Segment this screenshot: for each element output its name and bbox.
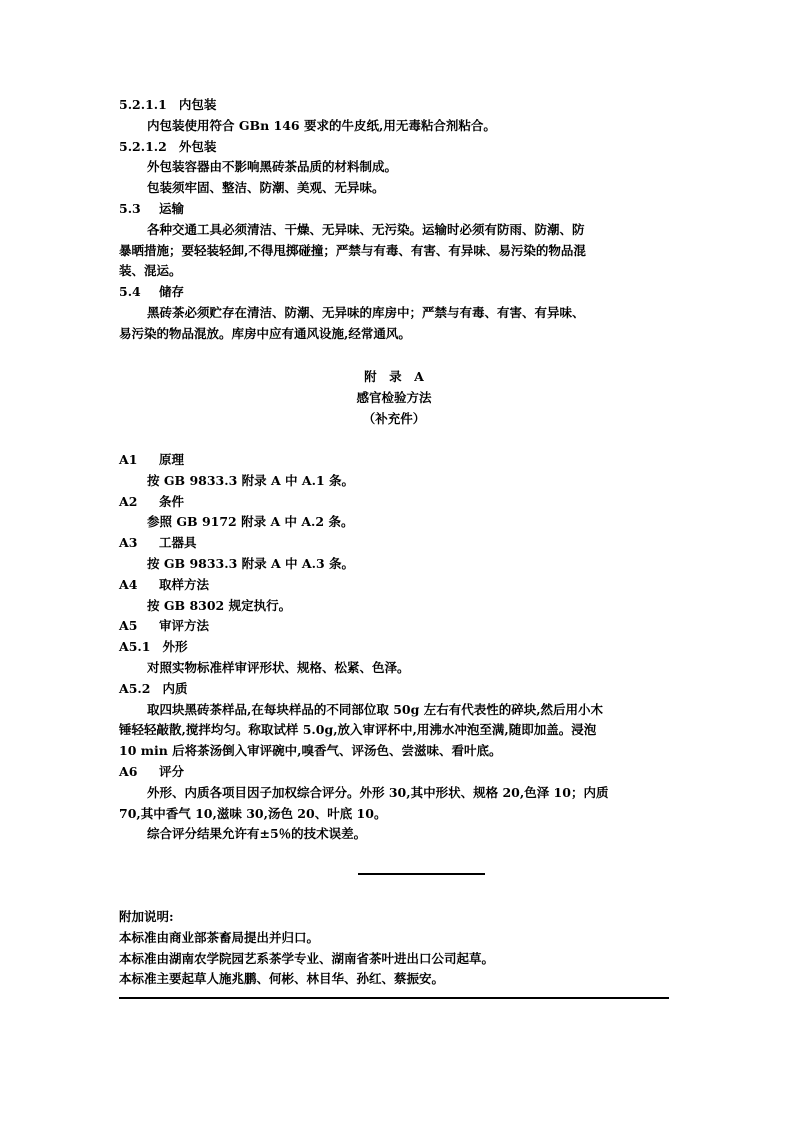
section-number: 5.3 [119, 200, 141, 216]
additional-notes [119, 907, 679, 990]
paragraph: 取四块黑砖茶样品,在每块样品的不同部位取 50g 左右有代表性的碎块,然后用小木 [147, 701, 604, 717]
paragraph: 对照实物标准样审评形状、规格、松紧、色泽。 [147, 659, 410, 675]
heading-a5-2 [119, 679, 669, 700]
section-title: 工器具 [159, 535, 197, 551]
appendix-subtitle: 感官检验方法 [356, 389, 432, 405]
paragraph: 黑砖茶必须贮存在清洁、防潮、无异味的库房中；严禁与有毒、有害、有异味、 [147, 304, 585, 320]
section-number: A5 [119, 618, 138, 634]
paragraph-continuation: 暴晒措施；要轻装轻卸,不得甩掷碰撞；严禁与有毒、有害、有异味、易污染的物品混 [119, 242, 586, 258]
section-title: 取样方法 [159, 576, 210, 592]
heading-a4 [119, 575, 669, 596]
notes-heading: 附加说明: [119, 909, 174, 924]
heading-5-4 [119, 282, 669, 303]
heading-a5 [119, 616, 669, 637]
section-title: 内包装 [178, 97, 217, 112]
section-title: 条件 [159, 493, 185, 509]
section-number: A5.2 [119, 680, 151, 696]
heading-5-3 [119, 199, 669, 220]
section-title: 原理 [159, 452, 185, 467]
section-title: 内质 [162, 680, 188, 696]
appendix-title: 附 录 A [364, 369, 424, 384]
appendix-note: （补充件） [362, 410, 426, 426]
section-number: A2 [119, 493, 138, 509]
paragraph: 内包装使用符合 GBn 146 要求的牛皮纸,用无毒粘合剂粘合。 [147, 117, 496, 133]
paragraph: 外包装容器由不影响黑砖茶品质的材料制成。 [147, 159, 398, 175]
divider-short [358, 873, 485, 875]
document-section-5 [119, 95, 669, 345]
section-title: 评分 [159, 763, 185, 779]
paragraph: 包装须牢固、整洁、防潮、美观、无异味。 [147, 180, 385, 196]
paragraph-continuation: 70,其中香气 10,滋味 30,汤色 20、叶底 10。 [119, 805, 387, 821]
paragraph: 按 GB 9833.3 附录 A 中 A.3 条。 [147, 555, 354, 571]
paragraph-continuation: 装、混运。 [119, 263, 182, 279]
section-number: 5.2.1.2 [119, 138, 167, 154]
paragraph-continuation: 10 min 后将茶汤倒入审评碗中,嗅香气、评汤色、尝滋味、看叶底。 [119, 743, 502, 759]
note-line: 本标准主要起草人施兆鹏、何彬、林目华、孙红、蔡振安。 [119, 971, 445, 987]
heading-5-2-1-2 [119, 137, 669, 158]
heading-a1 [119, 450, 669, 471]
heading-a6 [119, 762, 669, 783]
section-title: 外包装 [178, 138, 217, 154]
paragraph: 按 GB 9833.3 附录 A 中 A.1 条。 [147, 472, 354, 488]
section-number: A6 [119, 763, 138, 779]
section-title: 运输 [159, 200, 185, 216]
paragraph: 参照 GB 9172 附录 A 中 A.2 条。 [147, 514, 354, 530]
section-title: 审评方法 [159, 618, 210, 634]
paragraph: 各种交通工具必须清洁、干燥、无异味、无污染。运输时必须有防雨、防潮、防 [147, 221, 585, 237]
heading-5-2-1-1 [119, 95, 669, 116]
section-number: A4 [119, 576, 138, 592]
heading-a2 [119, 492, 669, 513]
section-number: A1 [119, 452, 138, 467]
section-title: 外形 [162, 639, 188, 655]
section-number: A3 [119, 535, 138, 551]
divider-long [119, 997, 669, 999]
section-number: A5.1 [119, 639, 151, 655]
paragraph-continuation: 易污染的物品混放。库房中应有通风设施,经常通风。 [119, 325, 411, 341]
appendix-header [119, 367, 669, 429]
heading-a5-1 [119, 637, 669, 658]
section-title: 储存 [159, 284, 185, 300]
appendix-a-body [119, 450, 669, 845]
paragraph: 按 GB 8302 规定执行。 [147, 597, 292, 613]
note-line: 本标准由湖南农学院园艺系茶学专业、湖南省茶叶进出口公司起草。 [119, 950, 495, 966]
note-line: 本标准由商业部茶畜局提出并归口。 [119, 929, 320, 945]
heading-a3 [119, 533, 669, 554]
section-number: 5.2.1.1 [119, 97, 167, 112]
paragraph: 外形、内质各项目因子加权综合评分。外形 30,其中形状、规格 20,色泽 10；内质 [147, 784, 609, 800]
paragraph: 综合评分结果允许有±5％的技术误差。 [147, 826, 367, 842]
section-number: 5.4 [119, 284, 141, 300]
paragraph-continuation: 锤轻轻敲散,搅拌均匀。称取试样 5.0g,放入审评杯中,用沸水冲泡至满,随即加盖。浸泡 [119, 722, 597, 738]
